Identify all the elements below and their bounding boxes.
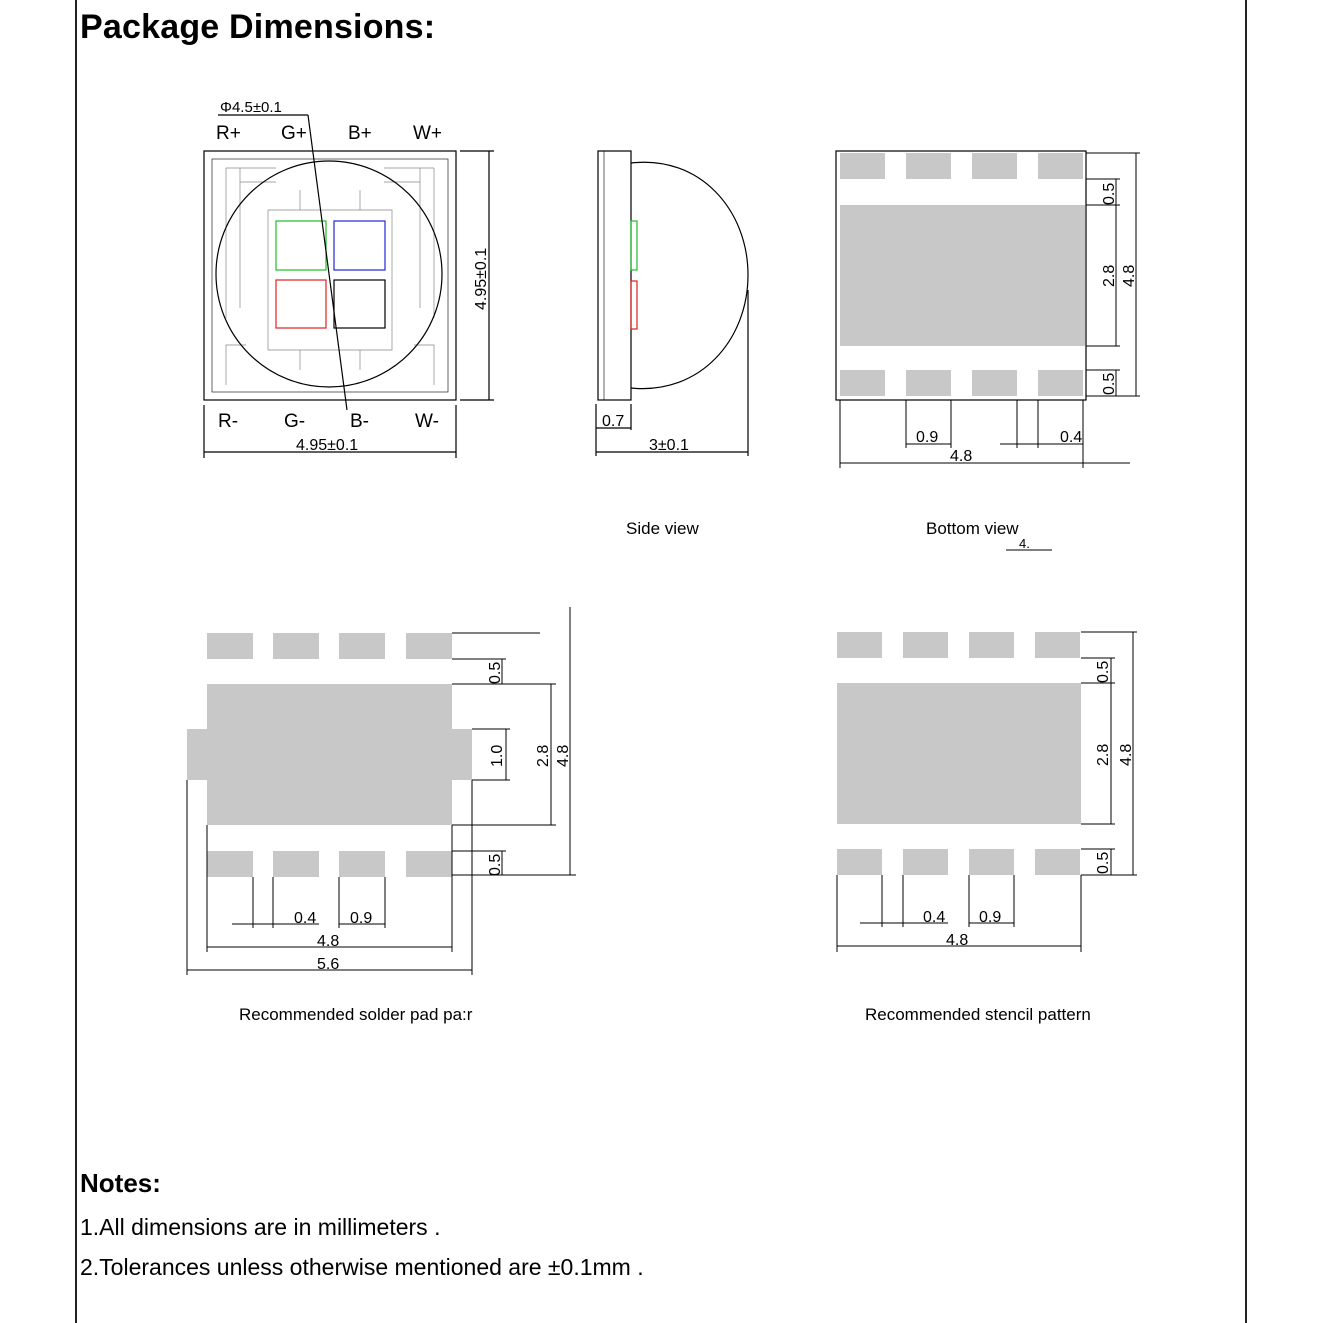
solder-pad-top-2: [273, 633, 319, 659]
pin-label-g-plus: G+: [281, 123, 307, 144]
stencil-pad-top-4: [1035, 632, 1080, 658]
solder-tab-height-label: 1.0: [489, 744, 506, 767]
top-height-label: 4.95±0.1: [473, 247, 490, 310]
solder-pad-top-1: [207, 633, 253, 659]
top-width-label: 4.95±0.1: [296, 437, 359, 454]
side-red-chip: [631, 281, 637, 329]
solder-pad-bottom-2: [273, 851, 319, 877]
top-view: [204, 115, 494, 458]
stencil-pattern: [837, 632, 1137, 952]
solder-total-width-label: 5.6: [317, 956, 340, 973]
bottom-view-stray-label: 4.: [1019, 536, 1030, 551]
solder-pad-gap-label: 0.4: [294, 910, 317, 927]
notes-title: Notes:: [80, 1168, 161, 1198]
side-view-caption: Side view: [626, 519, 699, 538]
stencil-pad-bottom-1: [837, 849, 882, 875]
stencil-pad-top-3: [969, 632, 1014, 658]
solder-pad-pattern: [187, 607, 576, 975]
bottom-pad-bottom-2: [906, 370, 951, 396]
solder-pad-top-4: [406, 633, 452, 659]
pin-label-b-plus: B+: [348, 123, 372, 144]
pin-label-w-minus: W-: [415, 411, 439, 432]
red-chip: [276, 280, 326, 328]
note-item-2: 2.Tolerances unless otherwise mentioned are ±0.1mm .: [80, 1254, 644, 1280]
stencil-total-height-label: 4.8: [1118, 743, 1135, 766]
bottom-center-height-label: 2.8: [1101, 264, 1118, 287]
green-chip: [276, 221, 326, 270]
bottom-pad-bottom-1: [840, 370, 885, 396]
side-view-dome: [631, 162, 748, 388]
solder-inner-width-label: 4.8: [317, 933, 340, 950]
stencil-pad-top-2: [903, 632, 948, 658]
bottom-view-caption: Bottom view: [926, 519, 1019, 538]
solder-pad-width-label: 0.9: [350, 910, 373, 927]
page-title: Package Dimensions:: [80, 8, 436, 46]
side-view: [596, 151, 748, 456]
bottom-pad-bottom-3: [972, 370, 1017, 396]
solder-pad-bottom-1: [207, 851, 253, 877]
bottom-center-pad: [840, 205, 1085, 346]
pin-label-g-minus: G-: [284, 411, 306, 432]
solder-pad-bottom-3: [339, 851, 385, 877]
stencil-pad-width-label: 0.9: [979, 909, 1002, 926]
solder-pad-height-top-label: 0.5: [487, 661, 504, 684]
black-chip: [334, 280, 385, 328]
stencil-center-height-label: 2.8: [1095, 743, 1112, 766]
stencil-pad-bottom-2: [903, 849, 948, 875]
bottom-pad-gap-label: 0.4: [1060, 429, 1083, 446]
note-item-1: 1.All dimensions are in millimeters .: [80, 1214, 441, 1240]
stencil-caption: Recommended stencil pattern: [865, 1005, 1091, 1024]
lens-diameter-label: Φ4.5±0.1: [220, 99, 282, 116]
side-base-height-label: 0.7: [602, 413, 625, 430]
bottom-total-width-label: 4.8: [950, 448, 973, 465]
pin-label-r-plus: R+: [216, 123, 241, 144]
pin-label-b-minus: B-: [350, 411, 369, 432]
pin-label-r-minus: R-: [218, 411, 239, 432]
bottom-view: [836, 151, 1140, 550]
bottom-pad-top-2: [906, 153, 951, 179]
stencil-pad-top-1: [837, 632, 882, 658]
solder-pad-top-3: [339, 633, 385, 659]
stencil-total-width-label: 4.8: [946, 932, 969, 949]
stencil-pad-height-top-label: 0.5: [1095, 660, 1112, 683]
bottom-pad-top-4: [1038, 153, 1083, 179]
solder-pad-caption: Recommended solder pad pa:r: [239, 1005, 473, 1024]
bottom-pad-top-1: [840, 153, 885, 179]
bottom-pad-top-3: [972, 153, 1017, 179]
stencil-center-pad: [837, 683, 1081, 824]
bottom-total-height-label: 4.8: [1121, 264, 1138, 287]
bottom-pad-width-label: 0.9: [916, 429, 939, 446]
solder-pad-height-bottom-label: 0.5: [487, 853, 504, 876]
side-view-base: [598, 151, 631, 400]
stencil-pad-bottom-3: [969, 849, 1014, 875]
stencil-pad-gap-label: 0.4: [923, 909, 946, 926]
solder-right-tab: [452, 729, 472, 780]
bottom-pad-height-bottom-label: 0.5: [1101, 372, 1118, 395]
stencil-pad-height-bottom-label: 0.5: [1095, 851, 1112, 874]
solder-total-height-label: 4.8: [555, 744, 572, 767]
top-view-body: [204, 151, 456, 400]
solder-pad-bottom-4: [406, 851, 452, 877]
side-green-chip: [631, 221, 637, 270]
blue-chip: [334, 221, 385, 270]
bottom-pad-height-top-label: 0.5: [1101, 182, 1118, 205]
solder-center-height-label: 2.8: [535, 744, 552, 767]
bottom-pad-bottom-4: [1038, 370, 1083, 396]
solder-center-pad: [207, 684, 452, 825]
solder-left-tab: [187, 729, 207, 780]
pin-label-w-plus: W+: [413, 123, 443, 144]
side-total-height-label: 3±0.1: [649, 437, 689, 454]
top-view-inner-frame: [212, 159, 448, 392]
stencil-pad-bottom-4: [1035, 849, 1080, 875]
